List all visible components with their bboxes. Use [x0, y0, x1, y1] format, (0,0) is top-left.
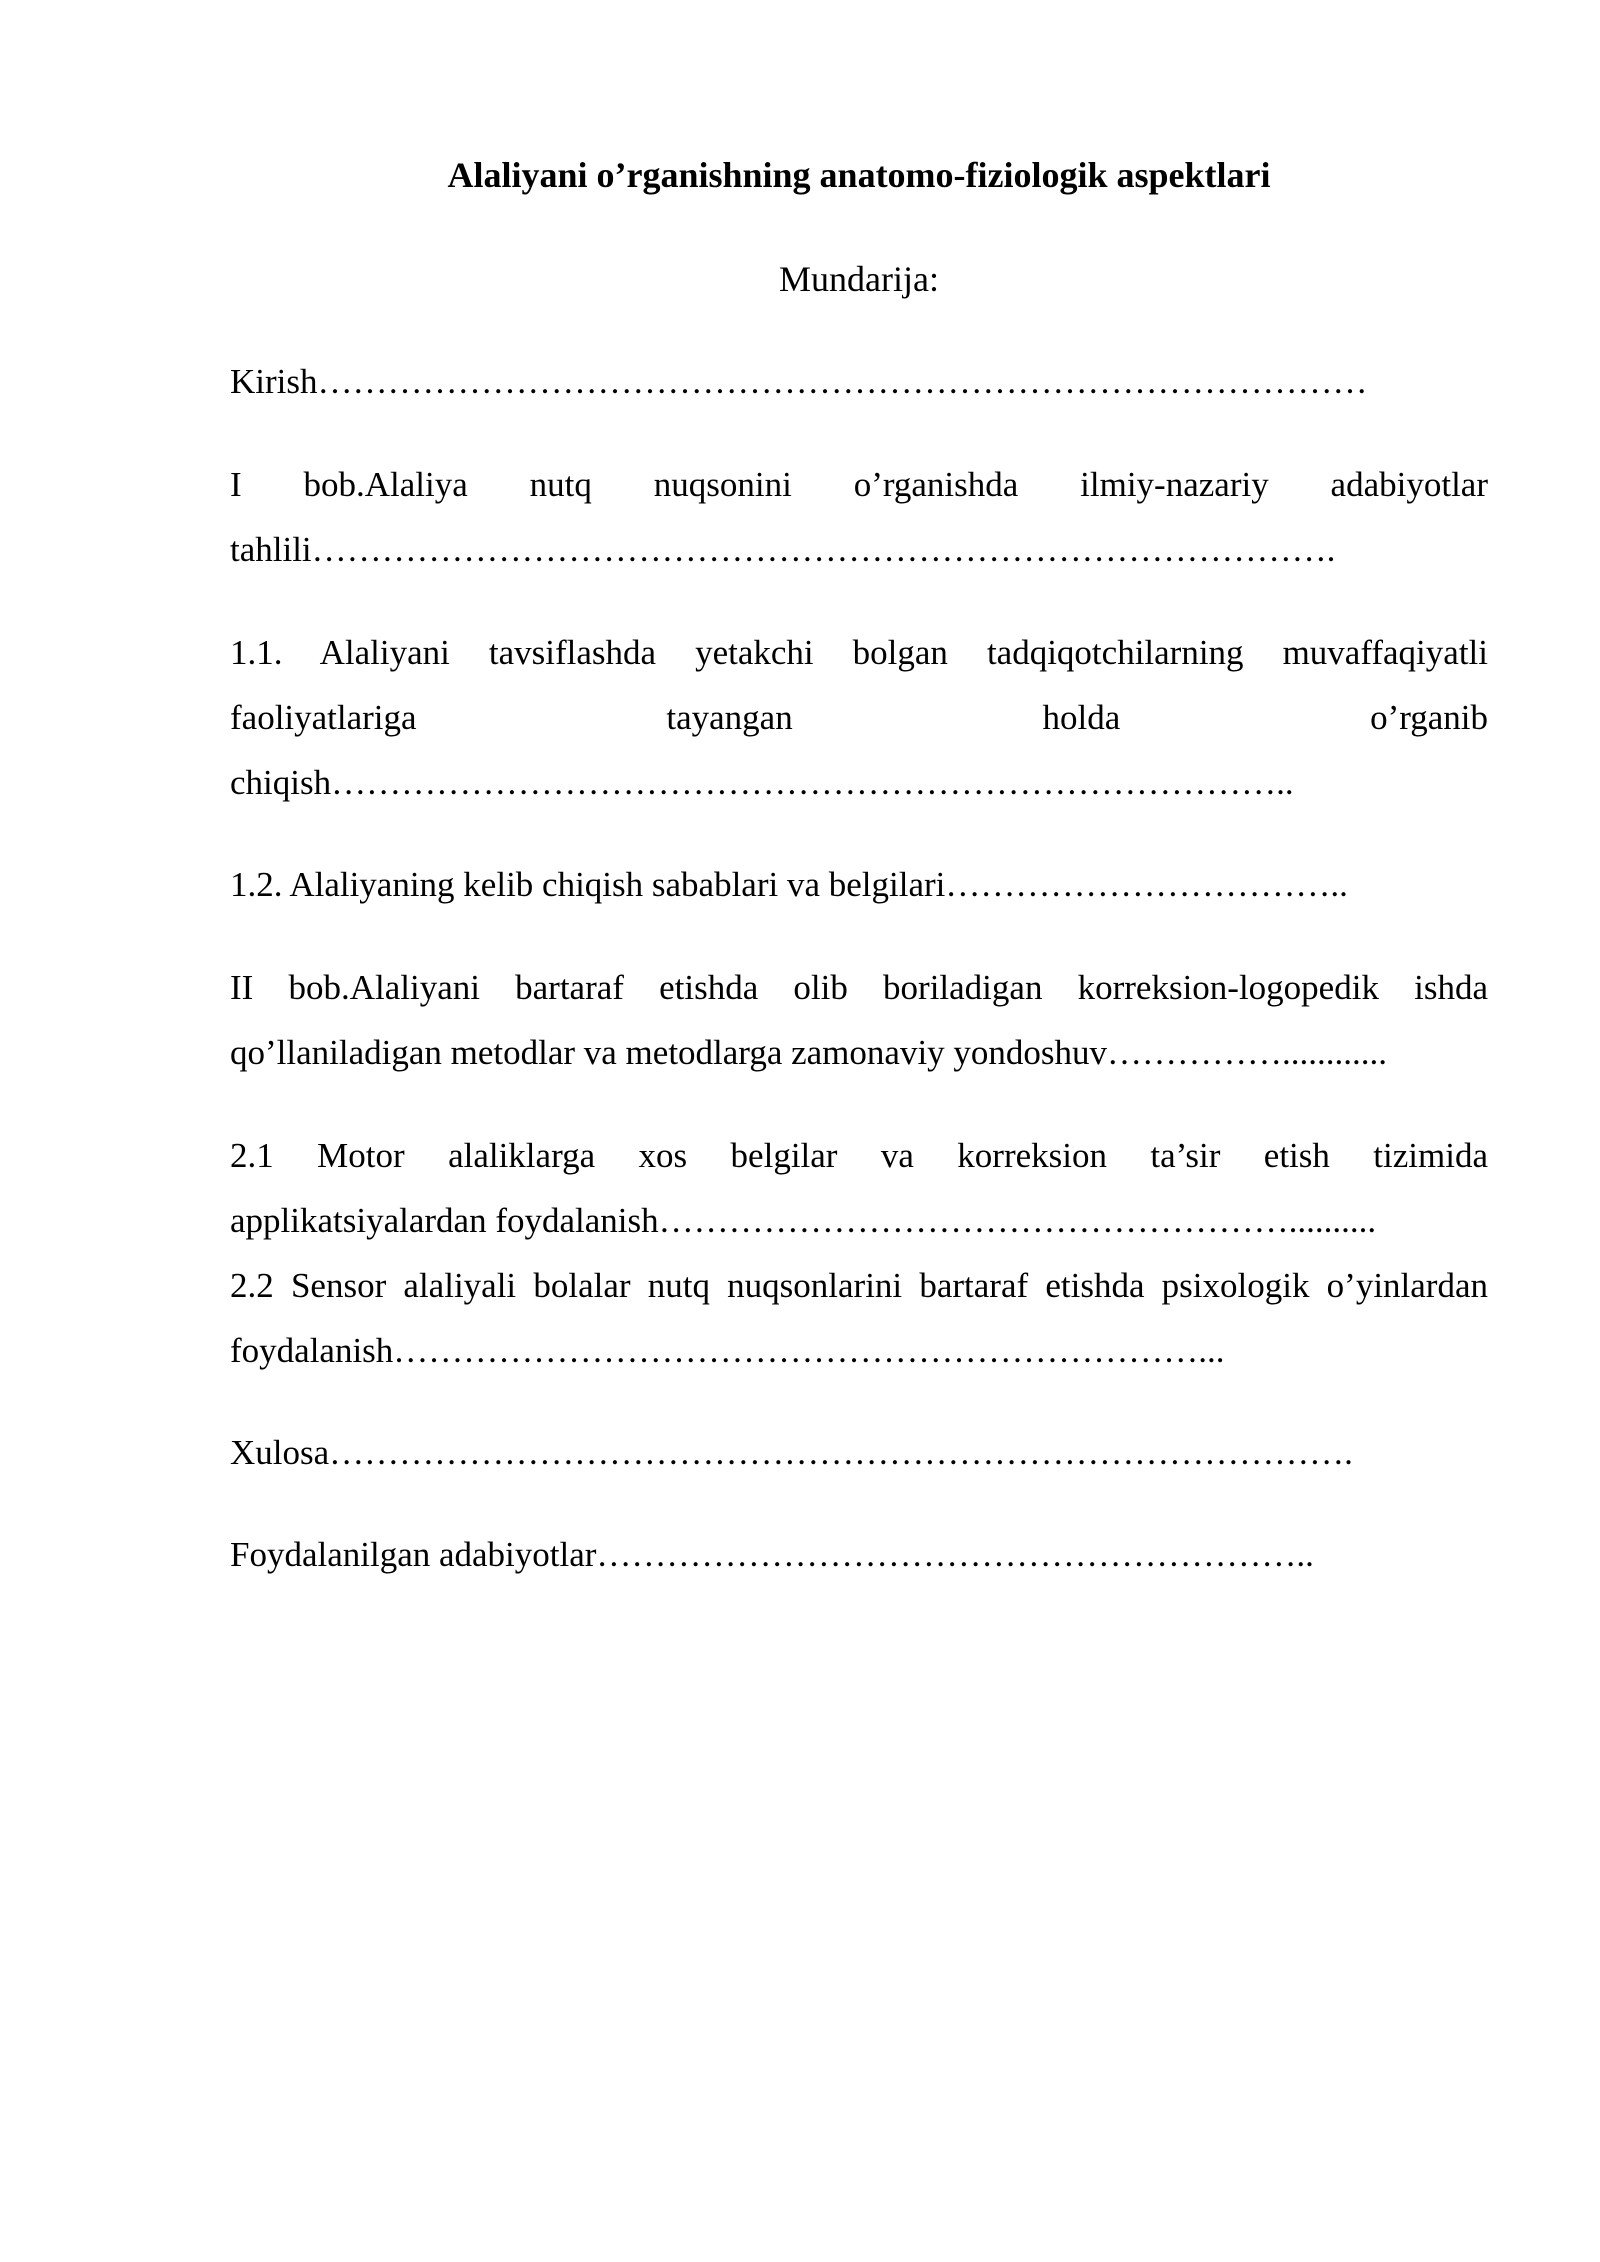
toc-entry-chapter-1 — [230, 452, 1488, 582]
toc-line: 2.1 Motor alaliklarga xos belgilar va korreksion ta’sir etish tizimida — [230, 1136, 1488, 1175]
toc-entry-conclusion — [230, 1420, 1488, 1485]
toc-line: qo’llaniladigan metodlar va metodlarga zamonaviy yondoshuv……………............ — [230, 1033, 1388, 1072]
toc-heading: Mundarija: — [779, 259, 939, 299]
toc-line: foydalanish……………………………………………………………... — [230, 1331, 1225, 1370]
toc-line: Foydalanilgan adabiyotlar…………………………………………………….. — [230, 1535, 1314, 1574]
toc-line: 2.2 Sensor alaliyali bolalar nutq nuqsonlarini bartaraf etishda psixologik o’yinlardan — [230, 1266, 1488, 1305]
toc-entry-section-1-2 — [230, 852, 1488, 917]
toc-line: tahlili……………………………………………………………………………. — [230, 530, 1336, 569]
toc-entry-chapter-2 — [230, 955, 1488, 1085]
toc-entry-introduction — [230, 349, 1488, 414]
document-title: Alaliyani o’rganishning anatomo-fiziologik aspektlari — [447, 155, 1271, 195]
toc-line: 1.1. Alaliyani tavsiflashda yetakchi bolgan tadqiqotchilarning muvaffaqiyatli — [230, 633, 1488, 672]
toc-entry-section-2-2 — [230, 1253, 1488, 1383]
toc-line: faoliyatlariga tayangan holda o’rganib — [230, 698, 1488, 737]
toc-entry-section-1-1 — [230, 620, 1488, 815]
toc-line: applikatsiyalardan foydalanish……………………………………………….......... — [230, 1201, 1377, 1240]
toc-line: chiqish……………………………………………………………………….. — [230, 763, 1294, 802]
toc-entry-section-2-1 — [230, 1123, 1488, 1253]
toc-line: I bob.Alaliya nutq nuqsonini o’rganishda ilmiy-nazariy adabiyotlar — [230, 465, 1488, 504]
toc-entry-references — [230, 1522, 1488, 1587]
toc-line: II bob.Alaliyani bartaraf etishda olib boriladigan korreksion-logopedik ishda — [230, 968, 1488, 1007]
toc-line: 1.2. Alaliyaning kelib chiqish sabablari va belgilari…………………………….. — [230, 865, 1348, 904]
toc-line: Xulosa……………………………………………………………………………. — [230, 1433, 1353, 1472]
toc-line: Kirish……………………………………………………………………………… — [230, 362, 1368, 401]
document-page — [230, 0, 1488, 2262]
